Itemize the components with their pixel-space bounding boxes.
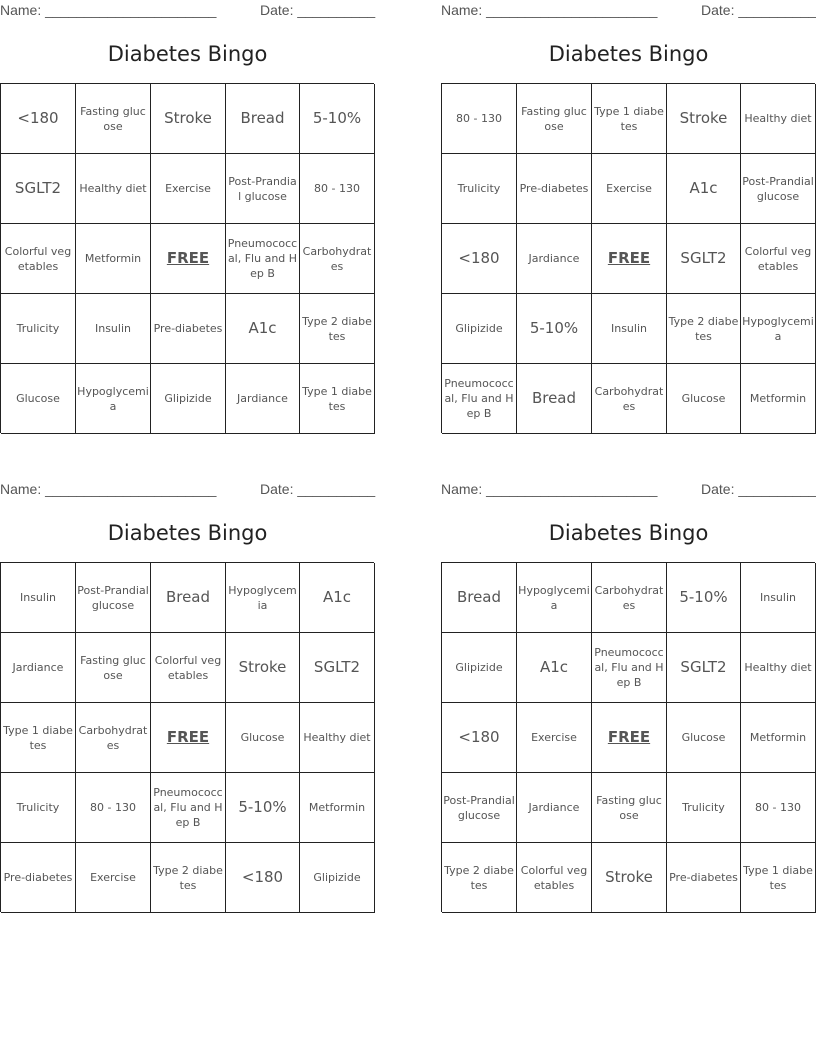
bingo-card-3 xyxy=(0,479,375,919)
card-header xyxy=(0,2,375,20)
cell-label: A1c xyxy=(539,658,569,676)
bingo-cell xyxy=(442,773,517,843)
cell-label: Type 1 diabetes xyxy=(743,863,813,892)
cell-label: Hypoglycemia xyxy=(77,384,149,413)
bingo-cell xyxy=(517,294,592,364)
bingo-cell xyxy=(667,703,741,773)
cell-label: Insulin xyxy=(19,591,56,604)
cell-label: Fasting glucose xyxy=(80,104,146,133)
bingo-cell xyxy=(517,773,592,843)
bingo-cell xyxy=(1,224,76,294)
bingo-cell xyxy=(667,633,741,703)
bingo-cell xyxy=(76,843,151,913)
cell-label: SGLT2 xyxy=(14,179,62,197)
cell-label: Type 1 diabetes xyxy=(594,104,664,133)
bingo-cell xyxy=(151,563,226,633)
cell-label: FREE xyxy=(166,249,210,267)
bingo-card-4 xyxy=(441,479,816,919)
cell-label: Stroke xyxy=(164,109,212,127)
free-space xyxy=(151,703,226,773)
bingo-cell xyxy=(1,563,76,633)
cell-label: Pneumococcal, Flu and Hep B xyxy=(153,786,223,829)
cell-label: <180 xyxy=(458,249,500,267)
bingo-cell xyxy=(1,294,76,364)
bingo-cell xyxy=(667,364,741,434)
cell-label: <180 xyxy=(241,868,284,886)
bingo-cell xyxy=(517,224,592,294)
bingo-cell xyxy=(76,703,151,773)
cell-label: Healthy diet xyxy=(79,182,147,195)
cell-label: Bread xyxy=(240,109,285,127)
bingo-cell xyxy=(741,773,816,843)
name-line: Name: ______________________ xyxy=(441,481,658,497)
bingo-cell xyxy=(300,563,375,633)
cell-label: Type 2 diabetes xyxy=(302,314,372,343)
cell-label: Jardiance xyxy=(528,252,580,265)
cell-label: Metformin xyxy=(749,392,807,405)
card-title: Diabetes Bingo xyxy=(548,521,709,545)
free-space xyxy=(151,224,226,294)
bingo-cell xyxy=(741,294,816,364)
cell-label: FREE xyxy=(607,728,651,746)
cell-label: Colorful vegetables xyxy=(154,653,222,682)
bingo-cell xyxy=(1,703,76,773)
cell-label: A1c xyxy=(248,319,277,337)
cell-label: Carbohydrates xyxy=(78,723,148,752)
bingo-cell xyxy=(741,224,816,294)
cell-label: Insulin xyxy=(94,322,131,335)
bingo-cell xyxy=(741,364,816,434)
free-space xyxy=(592,703,667,773)
bingo-cell xyxy=(592,633,667,703)
bingo-cell xyxy=(592,294,667,364)
bingo-cell xyxy=(517,84,592,154)
bingo-cell xyxy=(592,843,667,913)
cell-label: Healthy diet xyxy=(303,731,371,744)
bingo-cell xyxy=(1,843,76,913)
bingo-cell xyxy=(592,154,667,224)
bingo-cell xyxy=(226,224,300,294)
bingo-grid xyxy=(441,562,815,912)
bingo-cell xyxy=(226,773,300,843)
bingo-cell xyxy=(741,84,816,154)
bingo-cell xyxy=(300,224,375,294)
cell-label: Type 2 diabetes xyxy=(444,863,514,892)
bingo-cell xyxy=(76,773,151,843)
cell-label: Metformin xyxy=(84,252,142,265)
cell-label: Hypoglycemia xyxy=(518,583,590,612)
cell-label: Hypoglycemia xyxy=(742,314,814,343)
date-line: Date: __________ xyxy=(260,2,376,18)
cell-label: SGLT2 xyxy=(680,658,727,676)
bingo-cell xyxy=(442,154,517,224)
cell-label: 80 - 130 xyxy=(456,112,502,125)
bingo-cell xyxy=(667,224,741,294)
cell-label: Exercise xyxy=(606,182,652,195)
bingo-cell xyxy=(300,843,375,913)
bingo-cell xyxy=(517,843,592,913)
cell-label: Post-Prandial glucose xyxy=(742,174,814,203)
cell-label: Fasting glucose xyxy=(521,104,587,133)
cell-label: Jardiance xyxy=(528,801,580,814)
cell-label: Glucose xyxy=(681,731,726,744)
bingo-cell xyxy=(442,294,517,364)
cell-label: Type 2 diabetes xyxy=(668,314,739,343)
bingo-grid xyxy=(441,83,815,433)
bingo-cell xyxy=(741,703,816,773)
cell-label: SGLT2 xyxy=(680,249,727,267)
cell-label: Exercise xyxy=(165,182,211,195)
cell-label: Trulicity xyxy=(682,801,725,814)
cell-label: Healthy diet xyxy=(744,661,812,674)
bingo-cell xyxy=(226,364,300,434)
bingo-cell xyxy=(667,773,741,843)
bingo-cell xyxy=(151,154,226,224)
bingo-card-1 xyxy=(0,0,375,440)
bingo-cell xyxy=(76,364,151,434)
bingo-cell xyxy=(76,633,151,703)
cell-label: Pre-diabetes xyxy=(519,182,589,195)
cell-label: Colorful vegetables xyxy=(4,244,72,273)
bingo-cell xyxy=(151,364,226,434)
cell-label: Post-Prandial glucose xyxy=(77,583,149,612)
bingo-cell xyxy=(76,294,151,364)
cell-label: Fasting glucose xyxy=(596,793,662,822)
bingo-cell xyxy=(1,84,76,154)
name-line: Name: ______________________ xyxy=(441,2,658,18)
cell-label: Trulicity xyxy=(16,801,60,814)
bingo-cell xyxy=(151,294,226,364)
bingo-cell xyxy=(226,563,300,633)
bingo-cell xyxy=(226,154,300,224)
bingo-cell xyxy=(1,154,76,224)
bingo-cell xyxy=(151,843,226,913)
date-line: Date: __________ xyxy=(701,481,816,497)
bingo-cell xyxy=(667,154,741,224)
cell-label: Colorful vegetables xyxy=(744,244,812,273)
cell-label: Carbohydrates xyxy=(594,583,664,612)
bingo-cell xyxy=(1,364,76,434)
bingo-cell xyxy=(517,633,592,703)
bingo-cell xyxy=(300,633,375,703)
date-line: Date: __________ xyxy=(260,481,376,497)
bingo-cell xyxy=(517,154,592,224)
bingo-cell xyxy=(741,154,816,224)
cell-label: A1c xyxy=(689,179,718,197)
cell-label: Healthy diet xyxy=(744,112,812,125)
bingo-cell xyxy=(442,364,517,434)
date-line: Date: __________ xyxy=(701,2,816,18)
bingo-cell xyxy=(226,843,300,913)
cell-label: Jardiance xyxy=(12,661,64,674)
cell-label: SGLT2 xyxy=(313,658,361,676)
bingo-cell xyxy=(300,154,375,224)
cell-label: Stroke xyxy=(238,658,287,676)
card-title: Diabetes Bingo xyxy=(107,42,268,66)
cell-label: Pneumococcal, Flu and Hep B xyxy=(444,377,514,420)
cell-label: Pre-diabetes xyxy=(669,871,738,884)
cell-label: Post-Prandial glucose xyxy=(228,174,297,203)
cell-label: <180 xyxy=(458,728,500,746)
cell-label: 5-10% xyxy=(238,798,287,816)
cell-label: Pre-diabetes xyxy=(3,871,73,884)
cell-label: Exercise xyxy=(90,871,136,884)
cell-label: Bread xyxy=(531,389,577,407)
bingo-cell xyxy=(300,84,375,154)
cell-label: 80 - 130 xyxy=(755,801,801,814)
bingo-cell xyxy=(151,84,226,154)
bingo-grid xyxy=(0,562,374,912)
bingo-card-2 xyxy=(441,0,816,440)
cell-label: 5-10% xyxy=(529,319,579,337)
name-line: Name: ______________________ xyxy=(0,481,217,497)
cell-label: Carbohydrates xyxy=(302,244,372,273)
cell-label: Fasting glucose xyxy=(80,653,146,682)
bingo-cell xyxy=(300,703,375,773)
bingo-cell xyxy=(442,633,517,703)
cell-label: Glucose xyxy=(240,731,285,744)
cell-label: Trulicity xyxy=(457,182,501,195)
bingo-cell xyxy=(300,294,375,364)
cell-label: 80 - 130 xyxy=(314,182,360,195)
bingo-cell xyxy=(592,563,667,633)
cell-label: Bread xyxy=(456,588,502,606)
card-title: Diabetes Bingo xyxy=(107,521,268,545)
cell-label: Type 1 diabetes xyxy=(3,723,73,752)
bingo-cell xyxy=(592,773,667,843)
bingo-cell xyxy=(76,224,151,294)
bingo-cell xyxy=(76,154,151,224)
cell-label: Glipizide xyxy=(313,871,361,884)
free-space xyxy=(592,224,667,294)
cell-label: 80 - 130 xyxy=(90,801,136,814)
bingo-cell xyxy=(226,633,300,703)
cell-label: Trulicity xyxy=(16,322,60,335)
cell-label: Insulin xyxy=(610,322,647,335)
cell-label: FREE xyxy=(166,728,210,746)
bingo-cell xyxy=(667,843,741,913)
cell-label: Pre-diabetes xyxy=(153,322,223,335)
cell-label: Colorful vegetables xyxy=(520,863,588,892)
bingo-cell xyxy=(226,294,300,364)
cell-label: Type 1 diabetes xyxy=(302,384,372,413)
bingo-cell xyxy=(442,563,517,633)
cell-label: Glipizide xyxy=(164,392,212,405)
cell-label: Stroke xyxy=(679,109,728,127)
cell-label: Carbohydrates xyxy=(594,384,664,413)
card-header xyxy=(0,481,375,499)
bingo-cell xyxy=(442,843,517,913)
cell-label: 5-10% xyxy=(679,588,728,606)
bingo-cell xyxy=(517,364,592,434)
bingo-cell xyxy=(226,84,300,154)
bingo-cell xyxy=(1,633,76,703)
cell-label: A1c xyxy=(322,588,352,606)
cell-label: Pneumococcal, Flu and Hep B xyxy=(227,237,298,280)
bingo-cell xyxy=(76,84,151,154)
bingo-cell xyxy=(300,773,375,843)
bingo-cell xyxy=(300,364,375,434)
cell-label: Glucose xyxy=(16,392,60,405)
bingo-cell xyxy=(517,703,592,773)
cell-label: Insulin xyxy=(759,591,796,604)
cell-label: Bread xyxy=(165,588,211,606)
cell-label: Jardiance xyxy=(237,392,288,405)
cell-label: Type 2 diabetes xyxy=(153,863,223,892)
card-header xyxy=(441,2,816,20)
bingo-cell xyxy=(592,84,667,154)
cell-label: Hypoglycemia xyxy=(228,583,297,612)
bingo-cell xyxy=(517,563,592,633)
cell-label: Exercise xyxy=(531,731,577,744)
cell-label: FREE xyxy=(607,249,651,267)
bingo-cell xyxy=(741,633,816,703)
bingo-cell xyxy=(741,843,816,913)
bingo-cell xyxy=(151,633,226,703)
bingo-cell xyxy=(76,563,151,633)
cell-label: Pneumococcal, Flu and Hep B xyxy=(594,646,664,689)
cell-label: Post-Prandial glucose xyxy=(443,793,515,822)
bingo-cell xyxy=(442,703,517,773)
bingo-cell xyxy=(442,224,517,294)
cell-label: Glucose xyxy=(681,392,726,405)
cell-label: Glipizide xyxy=(455,661,503,674)
cell-label: Metformin xyxy=(308,801,366,814)
cell-label: Glipizide xyxy=(455,322,503,335)
card-header xyxy=(441,481,816,499)
name-line: Name: ______________________ xyxy=(0,2,217,18)
cell-label: <180 xyxy=(17,109,59,127)
bingo-cell xyxy=(667,294,741,364)
bingo-cell xyxy=(1,773,76,843)
card-title: Diabetes Bingo xyxy=(548,42,709,66)
bingo-cell xyxy=(667,563,741,633)
bingo-cell xyxy=(592,364,667,434)
cell-label: 5-10% xyxy=(312,109,362,127)
cell-label: Stroke xyxy=(605,868,653,886)
bingo-cell xyxy=(151,773,226,843)
bingo-cell xyxy=(226,703,300,773)
bingo-cell xyxy=(741,563,816,633)
bingo-cell xyxy=(442,84,517,154)
bingo-grid xyxy=(0,83,374,433)
cell-label: Metformin xyxy=(749,731,807,744)
bingo-cell xyxy=(667,84,741,154)
